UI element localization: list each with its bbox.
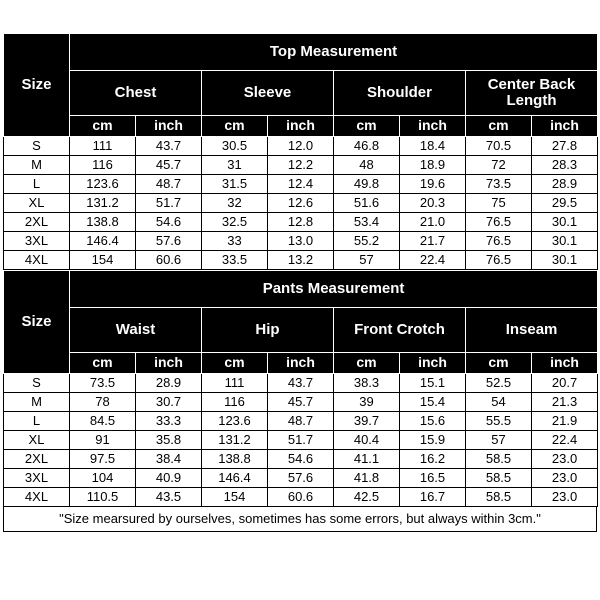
size-cell: XL (4, 194, 70, 213)
measurement-cell: 154 (70, 251, 136, 270)
measurement-cell: 15.9 (400, 431, 466, 450)
measurement-cell: 43.7 (268, 374, 334, 393)
measurement-cell: 57 (466, 431, 532, 450)
measurement-cell: 51.7 (268, 431, 334, 450)
measurement-cell: 72 (466, 156, 532, 175)
column-group-header: Waist (70, 308, 202, 353)
measurement-cell: 12.4 (268, 175, 334, 194)
table-row (4, 194, 598, 213)
unit-header: inch (268, 116, 334, 137)
measurement-cell: 18.9 (400, 156, 466, 175)
measurement-cell: 23.0 (532, 488, 598, 507)
unit-header: cm (70, 353, 136, 374)
measurement-cell: 48 (334, 156, 400, 175)
column-group-header: Chest (70, 71, 202, 116)
table-row (4, 156, 598, 175)
measurement-cell: 28.3 (532, 156, 598, 175)
measurement-cell: 70.5 (466, 137, 532, 156)
measurement-cell: 84.5 (70, 412, 136, 431)
table-row (4, 175, 598, 194)
size-cell: 4XL (4, 251, 70, 270)
measurement-cell: 116 (202, 393, 268, 412)
measurement-cell: 39.7 (334, 412, 400, 431)
measurement-cell: 21.0 (400, 213, 466, 232)
measurement-cell: 49.8 (334, 175, 400, 194)
measurement-cell: 58.5 (466, 488, 532, 507)
measurement-cell: 123.6 (202, 412, 268, 431)
measurement-cell: 58.5 (466, 469, 532, 488)
measurement-cell: 16.7 (400, 488, 466, 507)
measurement-cell: 32 (202, 194, 268, 213)
measurement-cell: 29.5 (532, 194, 598, 213)
measurement-cell: 38.3 (334, 374, 400, 393)
table-row (4, 137, 598, 156)
size-header: Size (4, 271, 70, 374)
measurement-cell: 21.7 (400, 232, 466, 251)
pants-measurement-rows (4, 374, 598, 507)
measurement-cell: 12.0 (268, 137, 334, 156)
measurement-cell: 32.5 (202, 213, 268, 232)
measurement-cell: 110.5 (70, 488, 136, 507)
unit-header: cm (70, 116, 136, 137)
measurement-cell: 30.1 (532, 232, 598, 251)
measurement-cell: 28.9 (532, 175, 598, 194)
measurement-cell: 21.9 (532, 412, 598, 431)
measurement-cell: 15.4 (400, 393, 466, 412)
measurement-cell: 46.8 (334, 137, 400, 156)
measurement-cell: 43.7 (136, 137, 202, 156)
measurement-cell: 21.3 (532, 393, 598, 412)
measurement-cell: 23.0 (532, 450, 598, 469)
table-row (4, 393, 598, 412)
measurement-cell: 16.5 (400, 469, 466, 488)
measurement-cell: 22.4 (532, 431, 598, 450)
measurement-cell: 12.6 (268, 194, 334, 213)
column-group-header: Front Crotch (334, 308, 466, 353)
measurement-cell: 154 (202, 488, 268, 507)
top-measurement-rows (4, 137, 598, 270)
measurement-cell: 131.2 (202, 431, 268, 450)
measurement-cell: 138.8 (70, 213, 136, 232)
table-row (4, 450, 598, 469)
measurement-cell: 28.9 (136, 374, 202, 393)
table-row (4, 488, 598, 507)
size-cell: 2XL (4, 213, 70, 232)
unit-header: cm (334, 353, 400, 374)
measurement-cell: 97.5 (70, 450, 136, 469)
measurement-cell: 78 (70, 393, 136, 412)
table-title: Top Measurement (70, 34, 598, 71)
measurement-cell: 75 (466, 194, 532, 213)
unit-header: inch (400, 116, 466, 137)
measurement-cell: 30.5 (202, 137, 268, 156)
measurement-cell: 31.5 (202, 175, 268, 194)
measurement-cell: 30.1 (532, 251, 598, 270)
measurement-cell: 58.5 (466, 450, 532, 469)
size-cell: M (4, 156, 70, 175)
unit-header: inch (532, 353, 598, 374)
measurement-cell: 54.6 (268, 450, 334, 469)
measurement-cell: 45.7 (268, 393, 334, 412)
measurement-cell: 55.2 (334, 232, 400, 251)
measurement-cell: 39 (334, 393, 400, 412)
measurement-cell: 146.4 (202, 469, 268, 488)
measurement-cell: 54 (466, 393, 532, 412)
unit-header: inch (400, 353, 466, 374)
measurement-cell: 60.6 (136, 251, 202, 270)
measurement-cell: 51.7 (136, 194, 202, 213)
measurement-cell: 45.7 (136, 156, 202, 175)
size-cell: L (4, 412, 70, 431)
pants-measurement-table (3, 270, 598, 507)
measurement-cell: 33.5 (202, 251, 268, 270)
size-cell: L (4, 175, 70, 194)
table-row (4, 469, 598, 488)
unit-header: cm (202, 116, 268, 137)
measurement-cell: 51.6 (334, 194, 400, 213)
size-chart (3, 33, 597, 532)
measurement-cell: 43.5 (136, 488, 202, 507)
measurement-cell: 13.2 (268, 251, 334, 270)
measurement-cell: 15.6 (400, 412, 466, 431)
measurement-cell: 146.4 (70, 232, 136, 251)
measurement-cell: 41.8 (334, 469, 400, 488)
size-cell: 3XL (4, 232, 70, 251)
measurement-cell: 40.9 (136, 469, 202, 488)
table-row (4, 374, 598, 393)
table-row (4, 412, 598, 431)
measurement-cell: 22.4 (400, 251, 466, 270)
measurement-cell: 91 (70, 431, 136, 450)
column-group-header: Inseam (466, 308, 598, 353)
measurement-cell: 31 (202, 156, 268, 175)
measurement-cell: 12.2 (268, 156, 334, 175)
measurement-cell: 19.6 (400, 175, 466, 194)
measurement-cell: 116 (70, 156, 136, 175)
unit-header: inch (268, 353, 334, 374)
measurement-cell: 138.8 (202, 450, 268, 469)
measurement-cell: 76.5 (466, 232, 532, 251)
measurement-cell: 16.2 (400, 450, 466, 469)
table-row (4, 251, 598, 270)
size-cell: S (4, 374, 70, 393)
measurement-cell: 111 (202, 374, 268, 393)
top-measurement-table (3, 33, 598, 270)
measurement-cell: 38.4 (136, 450, 202, 469)
measurement-cell: 111 (70, 137, 136, 156)
unit-header: inch (532, 116, 598, 137)
unit-header: cm (466, 116, 532, 137)
measurement-cell: 20.3 (400, 194, 466, 213)
measurement-cell: 53.4 (334, 213, 400, 232)
unit-header: cm (202, 353, 268, 374)
table-row (4, 232, 598, 251)
size-cell: M (4, 393, 70, 412)
measurement-cell: 52.5 (466, 374, 532, 393)
measurement-cell: 48.7 (268, 412, 334, 431)
measurement-cell: 30.7 (136, 393, 202, 412)
measurement-cell: 33 (202, 232, 268, 251)
column-group-header: Sleeve (202, 71, 334, 116)
measurement-cell: 42.5 (334, 488, 400, 507)
measurement-cell: 55.5 (466, 412, 532, 431)
measurement-cell: 18.4 (400, 137, 466, 156)
measurement-cell: 57.6 (136, 232, 202, 251)
measurement-cell: 27.8 (532, 137, 598, 156)
measurement-cell: 54.6 (136, 213, 202, 232)
measurement-cell: 131.2 (70, 194, 136, 213)
unit-header: inch (136, 353, 202, 374)
size-cell: 4XL (4, 488, 70, 507)
measurement-cell: 123.6 (70, 175, 136, 194)
measurement-cell: 104 (70, 469, 136, 488)
measurement-note: "Size mearsured by ourselves, sometimes has some errors, but always within 3cm." (3, 507, 597, 532)
measurement-cell: 13.0 (268, 232, 334, 251)
size-cell: 2XL (4, 450, 70, 469)
unit-header: cm (466, 353, 532, 374)
unit-header: cm (334, 116, 400, 137)
size-header: Size (4, 34, 70, 137)
measurement-cell: 20.7 (532, 374, 598, 393)
column-group-header: Shoulder (334, 71, 466, 116)
size-cell: 3XL (4, 469, 70, 488)
measurement-cell: 41.1 (334, 450, 400, 469)
measurement-cell: 76.5 (466, 251, 532, 270)
table-title: Pants Measurement (70, 271, 598, 308)
measurement-cell: 33.3 (136, 412, 202, 431)
measurement-cell: 40.4 (334, 431, 400, 450)
measurement-cell: 57.6 (268, 469, 334, 488)
unit-header: inch (136, 116, 202, 137)
table-row (4, 431, 598, 450)
table-row (4, 213, 598, 232)
measurement-cell: 48.7 (136, 175, 202, 194)
measurement-cell: 30.1 (532, 213, 598, 232)
column-group-header: Center Back Length (466, 71, 598, 116)
measurement-cell: 35.8 (136, 431, 202, 450)
measurement-cell: 76.5 (466, 213, 532, 232)
measurement-cell: 23.0 (532, 469, 598, 488)
measurement-cell: 12.8 (268, 213, 334, 232)
size-cell: S (4, 137, 70, 156)
measurement-cell: 60.6 (268, 488, 334, 507)
measurement-cell: 73.5 (70, 374, 136, 393)
measurement-cell: 57 (334, 251, 400, 270)
measurement-cell: 73.5 (466, 175, 532, 194)
size-cell: XL (4, 431, 70, 450)
measurement-cell: 15.1 (400, 374, 466, 393)
column-group-header: Hip (202, 308, 334, 353)
